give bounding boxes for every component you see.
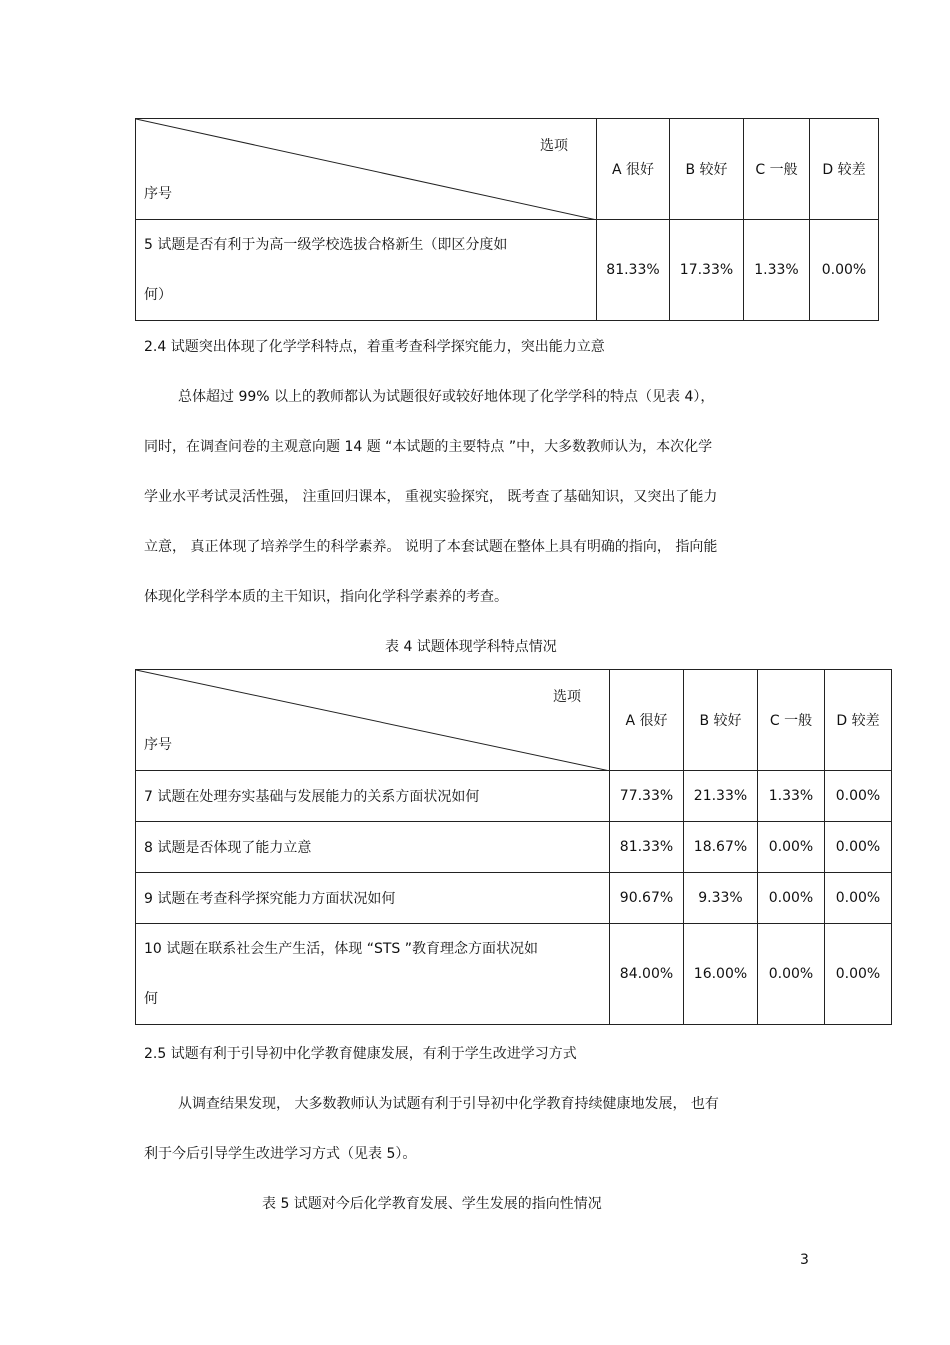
table-row [136, 822, 892, 873]
cell-c: 1.33% [758, 771, 825, 822]
page-number: 3 [800, 1252, 809, 1268]
diagonal-line [136, 670, 610, 771]
diagonal-header-cell [136, 670, 610, 771]
col-header-d: D 较差 [825, 670, 892, 771]
cell-b: 16.00% [684, 924, 758, 1025]
paragraph-line: 体现化学科学本质的主干知识，指向化学科学素养的考查。 [144, 589, 508, 605]
paragraph-line: 利于今后引导学生改进学习方式（见表 5）。 [144, 1146, 417, 1162]
cell-a: 84.00% [610, 924, 684, 1025]
col-header-a: A 很好 [610, 670, 684, 771]
cell-a: 81.33% [597, 220, 670, 321]
paragraph-line: 同时，在调查问卷的主观意向题 14 题 “本试题的主要特点 ”中，大多数教师认为，本次化学 [144, 439, 713, 455]
col-header-b: B 较好 [684, 670, 758, 771]
cell-c: 0.00% [758, 924, 825, 1025]
table-row [136, 771, 892, 822]
col-header-c: C 一般 [758, 670, 825, 771]
cell-c: 0.00% [758, 873, 825, 924]
table-row [136, 220, 879, 321]
table-row [136, 924, 892, 1025]
header-index-label: 序号 [144, 737, 172, 753]
col-header-d: D 较差 [810, 119, 879, 220]
cell-b: 9.33% [684, 873, 758, 924]
row-label: 8 试题是否体现了能力立意 [136, 822, 610, 873]
section-heading-2-4: 2.4 试题突出体现了化学学科特点，着重考查科学探究能力，突出能力立意 [144, 339, 605, 355]
cell-d: 0.00% [825, 873, 892, 924]
row-label: 10 试题在联系社会生产生活，体现 “STS ”教育理念方面状况如 何 [136, 924, 610, 1025]
row-label: 9 试题在考查科学探究能力方面状况如何 [136, 873, 610, 924]
section-heading-2-5: 2.5 试题有利于引导初中化学教育健康发展，有利于学生改进学习方式 [144, 1046, 577, 1062]
row-label: 7 试题在处理夯实基础与发展能力的关系方面状况如何 [136, 771, 610, 822]
survey-table-top [135, 118, 879, 321]
diagonal-line [136, 119, 597, 220]
cell-d: 0.00% [825, 822, 892, 873]
survey-table-4 [135, 669, 892, 1025]
header-option-label: 选项 [540, 138, 568, 154]
paragraph-line: 总体超过 99% 以上的教师都认为试题很好或较好地体现了化学学科的特点（见表 4）， [178, 389, 715, 405]
row-label: 5 试题是否有利于为高一级学校选拔合格新生（即区分度如 何） [136, 220, 597, 321]
cell-b: 17.33% [670, 220, 744, 321]
cell-b: 21.33% [684, 771, 758, 822]
header-index-label: 序号 [144, 186, 172, 202]
cell-a: 90.67% [610, 873, 684, 924]
header-option-label: 选项 [553, 689, 581, 705]
paragraph-line: 学业水平考试灵活性强， 注重回归课本， 重视实验探究， 既考查了基础知识，又突出了能力 [144, 489, 718, 505]
col-header-b: B 较好 [670, 119, 744, 220]
cell-d: 0.00% [825, 771, 892, 822]
cell-c: 0.00% [758, 822, 825, 873]
cell-b: 18.67% [684, 822, 758, 873]
col-header-c: C 一般 [744, 119, 810, 220]
cell-a: 77.33% [610, 771, 684, 822]
cell-c: 1.33% [744, 220, 810, 321]
paragraph-line: 从调查结果发现， 大多数教师认为试题有利于引导初中化学教育持续健康地发展， 也有 [178, 1096, 719, 1112]
table-row [136, 873, 892, 924]
paragraph-line: 立意， 真正体现了培养学生的科学素养。 说明了本套试题在整体上具有明确的指向， 指向能 [144, 539, 718, 555]
table-5-caption: 表 5 试题对今后化学教育发展、学生发展的指向性情况 [262, 1196, 602, 1212]
diagonal-header-cell [136, 119, 597, 220]
cell-d: 0.00% [825, 924, 892, 1025]
col-header-a: A 很好 [597, 119, 670, 220]
table-4-caption: 表 4 试题体现学科特点情况 [385, 639, 557, 655]
cell-a: 81.33% [610, 822, 684, 873]
cell-d: 0.00% [810, 220, 879, 321]
